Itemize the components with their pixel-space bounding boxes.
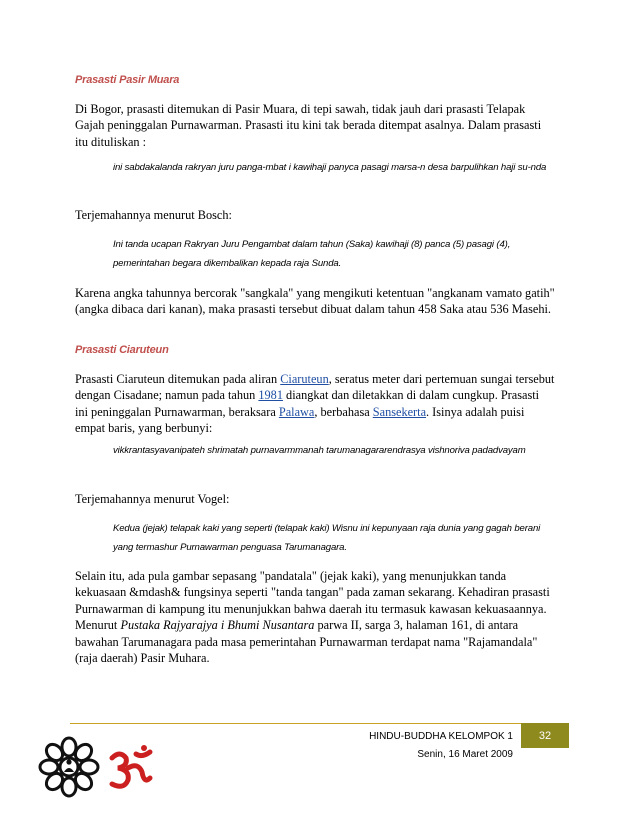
paragraph-ciaruteun: [75, 371, 555, 437]
paragraph-pasir-muara-intro: Di Bogor, prasasti ditemukan di Pasir Muara, di tepi sawah, tidak jauh dari prasasti Telapak Gajah peninggalan Purnawarman. Prasasti itu kini tak berada ditempat asalnya. Dalam prasasti itu dituliskan :: [75, 102, 542, 149]
buddha-lotus-logo-icon: [36, 734, 102, 805]
heading-pasir-muara: Prasasti Pasir Muara: [75, 74, 180, 86]
link-palawa[interactable]: Palawa: [278, 404, 315, 419]
book-title: Pustaka Rajyarajya i Bhumi Nusantara: [120, 618, 315, 633]
text-run: Prasasti Ciaruteun ditemukan pada aliran: [75, 372, 281, 386]
footer-rule: [70, 723, 525, 724]
om-symbol-icon: [106, 744, 156, 797]
link-1981[interactable]: 1981: [258, 388, 283, 403]
link-sansekerta[interactable]: Sansekerta: [372, 404, 427, 419]
text-run: parwa II, sarga 3, halaman 161, di antara bawahan Tarumanagara pada masa pemerintahan Purnawarman terdapat nama "Rajamandala" (raja daerah) Pasir Muhara.: [75, 618, 538, 666]
text-run: Selain itu, ada pula gambar sepasang "pandatala" (jejak kaki), yang menunjukkan tanda kekuasaan &mdash& fungsinya seperti "tanda tangan" pada zaman sekarang. Kehadiran prasasti Purnawarman di kampung itu menunjukkan bahwa daerah itu termasuk kawasan kekuasaannya. Menurut: [75, 569, 550, 633]
text-run: . Isinya adalah puisi empat baris, yang berbunyi:: [75, 404, 525, 436]
heading-ciaruteun: Prasasti Ciaruteun: [75, 344, 169, 356]
footer-date: Senin, 16 Maret 2009: [417, 749, 513, 760]
text-run: , berbahasa: [314, 404, 373, 419]
translation-ciaruteun: Kedua (jejak) telapak kaki yang seperti (telapak kaki) Wisnu ini kepunyaan raja dunia yang gagah berani yang termashur Purnawarman penguasa Tarumanagara.: [113, 523, 541, 553]
link-ciaruteun[interactable]: Ciaruteun: [280, 372, 329, 386]
text-run: diangkat dan diletakkan di dalam cungkup. Prasasti ini peninggalan Purnawarman, beraksara: [75, 388, 540, 419]
translation-pasir-muara: Ini tanda ucapan Rakryan Juru Pengambat dalam tahun (Saka) kawihaji (8) panca (5) pasagi (4), pemerintahan begara dikembalikan kepada raja Sunda.: [113, 239, 511, 269]
page-number: 32: [521, 723, 569, 748]
inscription-pasir-muara: ini sabdakalanda rakryan juru panga-mbat i kawihaji panyca pasagi marsa-n desa barpulihkan haji su-nda: [113, 162, 547, 173]
footer-group-label: HINDU-BUDDHA KELOMPOK 1: [369, 731, 513, 742]
paragraph-sangkala-explanation: Karena angka tahunnya bercorak "sangkala" yang mengikuti ketentuan "angkanam vamato gatih" (angka dibaca dari kanan), maka prasasti tersebut dibuat dalam tahun 458 Saka atau 536 Masehi.: [75, 286, 555, 317]
translation-label-vogel: Terjemahannya menurut Vogel:: [75, 492, 230, 506]
inscription-ciaruteun: vikkrantasyavanipateh shrimatah purnavarmmanah tarumanagararendrasya vishnoriva padadvayam: [113, 445, 526, 456]
text-run: , seratus meter dari pertemuan sungai tersebut dengan Cisadane; namun pada tahun: [75, 372, 555, 403]
paragraph-pandatala: [75, 568, 555, 666]
translation-label-bosch: Terjemahannya menurut Bosch:: [75, 208, 232, 222]
